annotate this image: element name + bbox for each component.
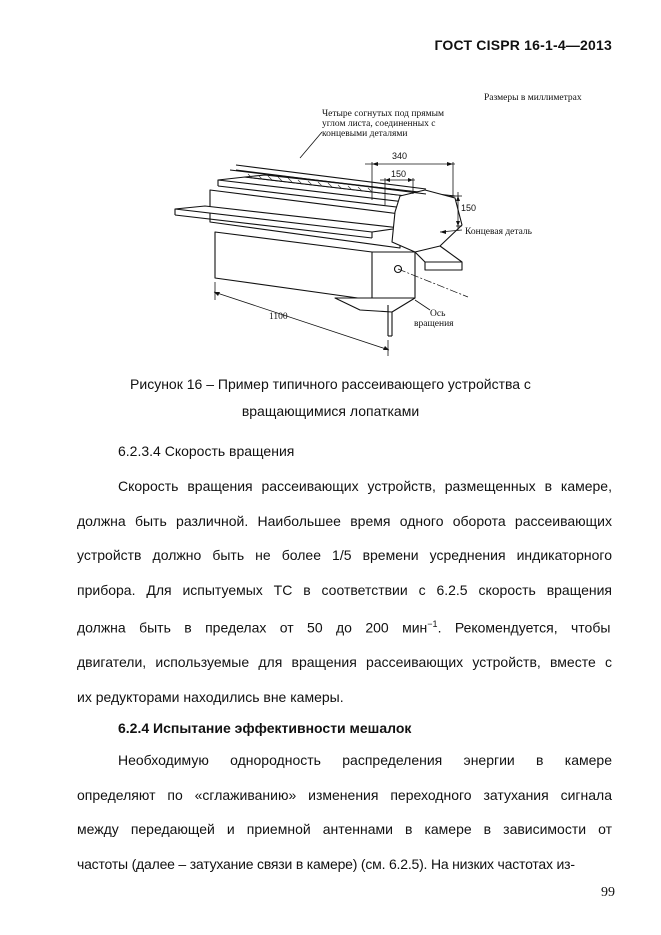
paragraph-rotation-speed xyxy=(77,469,612,714)
recommendation-text: . Рекомендуется, чтобы xyxy=(437,619,611,636)
page-number: 99 xyxy=(601,885,615,900)
paragraph-line: между передающей и приемной антеннами в камере в зависимости от xyxy=(77,821,612,837)
callout-line-2: углом листа, соединенных с xyxy=(322,119,436,129)
unit-exponent: −1 xyxy=(427,619,438,629)
figure-caption-line-1: Рисунок 16 – Пример типичного рассеивающего устройства с xyxy=(130,376,531,392)
callout-line-3: концевыми деталями xyxy=(322,129,408,139)
document-header: ГОСТ CISPR 16-1-4—2013 xyxy=(434,37,612,53)
axis-label-1: Ось xyxy=(430,309,446,319)
paragraph-line: Необходимую однородность распределения энергии в камере xyxy=(118,752,612,768)
dimension-150-side: 150 xyxy=(461,203,477,213)
speed-range-text: должна быть в пределах от 50 до 200 мин xyxy=(77,619,428,636)
paragraph-line: Скорость вращения рассеивающих устройств, размещенных в камере, xyxy=(118,478,612,494)
figure-caption-line-2: вращающимися лопатками xyxy=(241,403,420,419)
paragraph-line: должна быть различной. Наибольшее время одного оборота рассеивающих xyxy=(77,512,612,529)
paragraph-line: частоты (далее – затухание связи в камере) (см. 6.2.5). На низких частотах из- xyxy=(77,855,575,872)
units-note: Размеры в миллиметрах xyxy=(484,93,582,103)
paragraph-line: устройств должно быть не более 1/5 времени усреднения индикаторного xyxy=(77,547,612,563)
axis-label-2: вращения xyxy=(414,319,454,329)
dimension-340: 340 xyxy=(392,151,408,161)
paragraph-line-speed-range xyxy=(77,607,612,645)
stirrer-figure xyxy=(0,0,661,370)
paragraph-line: их редукторами находились вне камеры. xyxy=(77,688,344,705)
section-heading-6-2-3-4: 6.2.3.4 Скорость вращения xyxy=(118,443,295,459)
paragraph-line: двигатели, используемые для вращения рассеивающих устройств, вместе с xyxy=(77,654,612,671)
end-part-label: Концевая деталь xyxy=(465,227,533,237)
dimension-150-top: 150 xyxy=(391,169,407,179)
section-heading-6-2-4: 6.2.4 Испытание эффективности мешалок xyxy=(118,720,412,736)
stirrer-drawing xyxy=(0,0,661,370)
callout-line-1: Четыре согнутых под прямым xyxy=(322,109,445,119)
paragraph-line: определяют по «сглаживанию» изменения переходного затухания сигнала xyxy=(77,786,612,803)
paragraph-line: прибора. Для испытуемых ТС в соответствии с 6.2.5 скорость вращения xyxy=(77,581,612,598)
dimension-1100: 1100 xyxy=(269,312,288,322)
paragraph-stirrer-efficiency xyxy=(77,743,612,881)
